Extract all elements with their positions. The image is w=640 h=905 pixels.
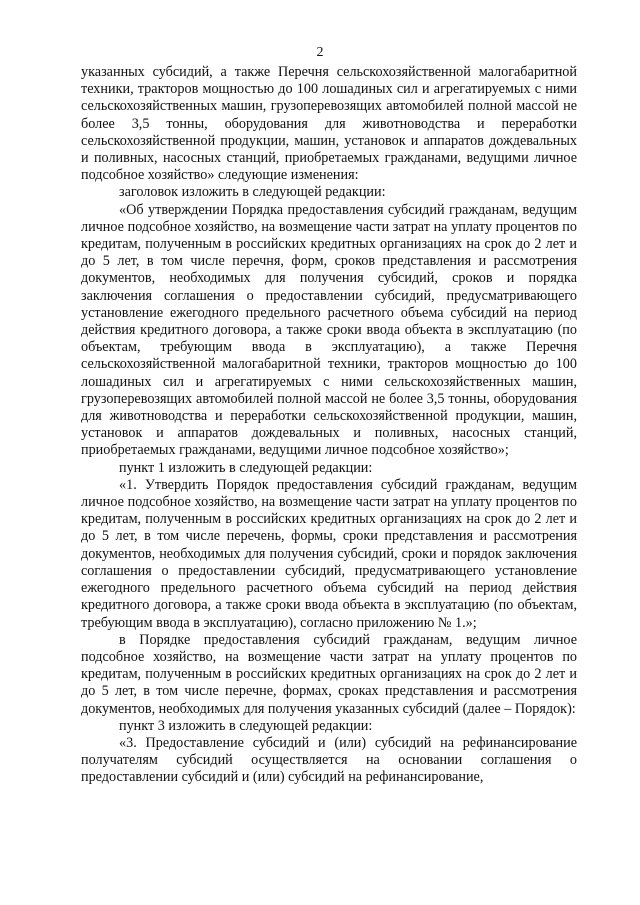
paragraph-item1-text: «1. Утвердить Порядок предоставления субсидий гражданам, ведущим личное подсобное хозяйство, на возмещение части затрат на уплату процентов по кредитам, полученным в российских кредитных организациях на срок до 2 лет и до 5 лет, в том числе перечень, формы, сроки представления и рассмотрения документов, необходимых для получения субсидий, сроки и порядок заключения соглашения о предоставлении субсидий, предусматривающего установление ежегодного предельного расчетного объема субсидий на период действия кредитного договора, а также сроки ввода объекта в эксплуатацию (по объектам, требующим ввода в эксплуатацию), согласно приложению № 1.»; [81,476,577,631]
page-number: 2 [316,45,324,60]
paragraph-procedure-reference: в Порядке предоставления субсидий гражданам, ведущим личное подсобное хозяйство, на возмещение части затрат на уплату процентов по кредитам, полученным в российских кредитных организациях на срок до 2 лет и до 5 лет, в том числе перечне, формах, сроках представления и рассмотрения документов, необходимых для получения указанных субсидий (далее – Порядок): [81,631,577,717]
paragraph-title-instruction: заголовок изложить в следующей редакции: [119,184,386,201]
paragraph-item1-instruction: пункт 1 изложить в следующей редакции: [119,459,373,476]
paragraph-item3-text: «3. Предоставление субсидий и (или) субсидий на рефинансирование получателям субсидий осуществляется на основании соглашения о предоставлении субсидий и (или) субсидий на рефинансирование, [81,734,577,786]
paragraph-item3-instruction: пункт 3 изложить в следующей редакции: [119,717,373,734]
paragraph-new-title: «Об утверждении Порядка предоставления субсидий гражданам, ведущим личное подсобное хозяйство, на возмещение части затрат на уплату процентов по кредитам, полученным в российских кредитных организациях на срок до 2 лет и до 5 лет, в том числе перечня, форм, сроков представления и рассмотрения документов, необходимых для получения субсидий, сроков и порядка заключения соглашения о предоставлении субсидий, предусматривающего установление ежегодного предельного расчетного объема субсидий на период действия кредитного договора, а также сроки ввода объекта в эксплуатацию (по объектам, требующим ввода в эксплуатацию), а также Перечня сельскохозяйственной малогабаритной техники, тракторов мощностью до 100 лошадиных сил и агрегатируемых с ними сельскохозяйственных машин, грузоперевозящих автомобилей полной массой не более 3,5 тонны, оборудования для животноводства и переработки сельскохозяйственной продукции, машин, установок и аппаратов дождевальных и поливных, насосных станций, приобретаемых гражданами, ведущими личное подсобное хозяйство»; [81,201,577,459]
paragraph-intro-continuation: указанных субсидий, а также Перечня сельскохозяйственной малогабаритной техники, тракторов мощностью до 100 лошадиных сил и агрегатируемых с ними сельскохозяйственных машин, грузоперевозящих автомобилей полной массой не более 3,5 тонны, оборудования для животноводства и переработки сельскохозяйственной продукции, машин, установок и аппаратов дождевальных и поливных, насосных станций, приобретаемых гражданами, ведущими личное подсобное хозяйство» следующие изменения: [81,64,577,184]
document-body [81,64,577,787]
